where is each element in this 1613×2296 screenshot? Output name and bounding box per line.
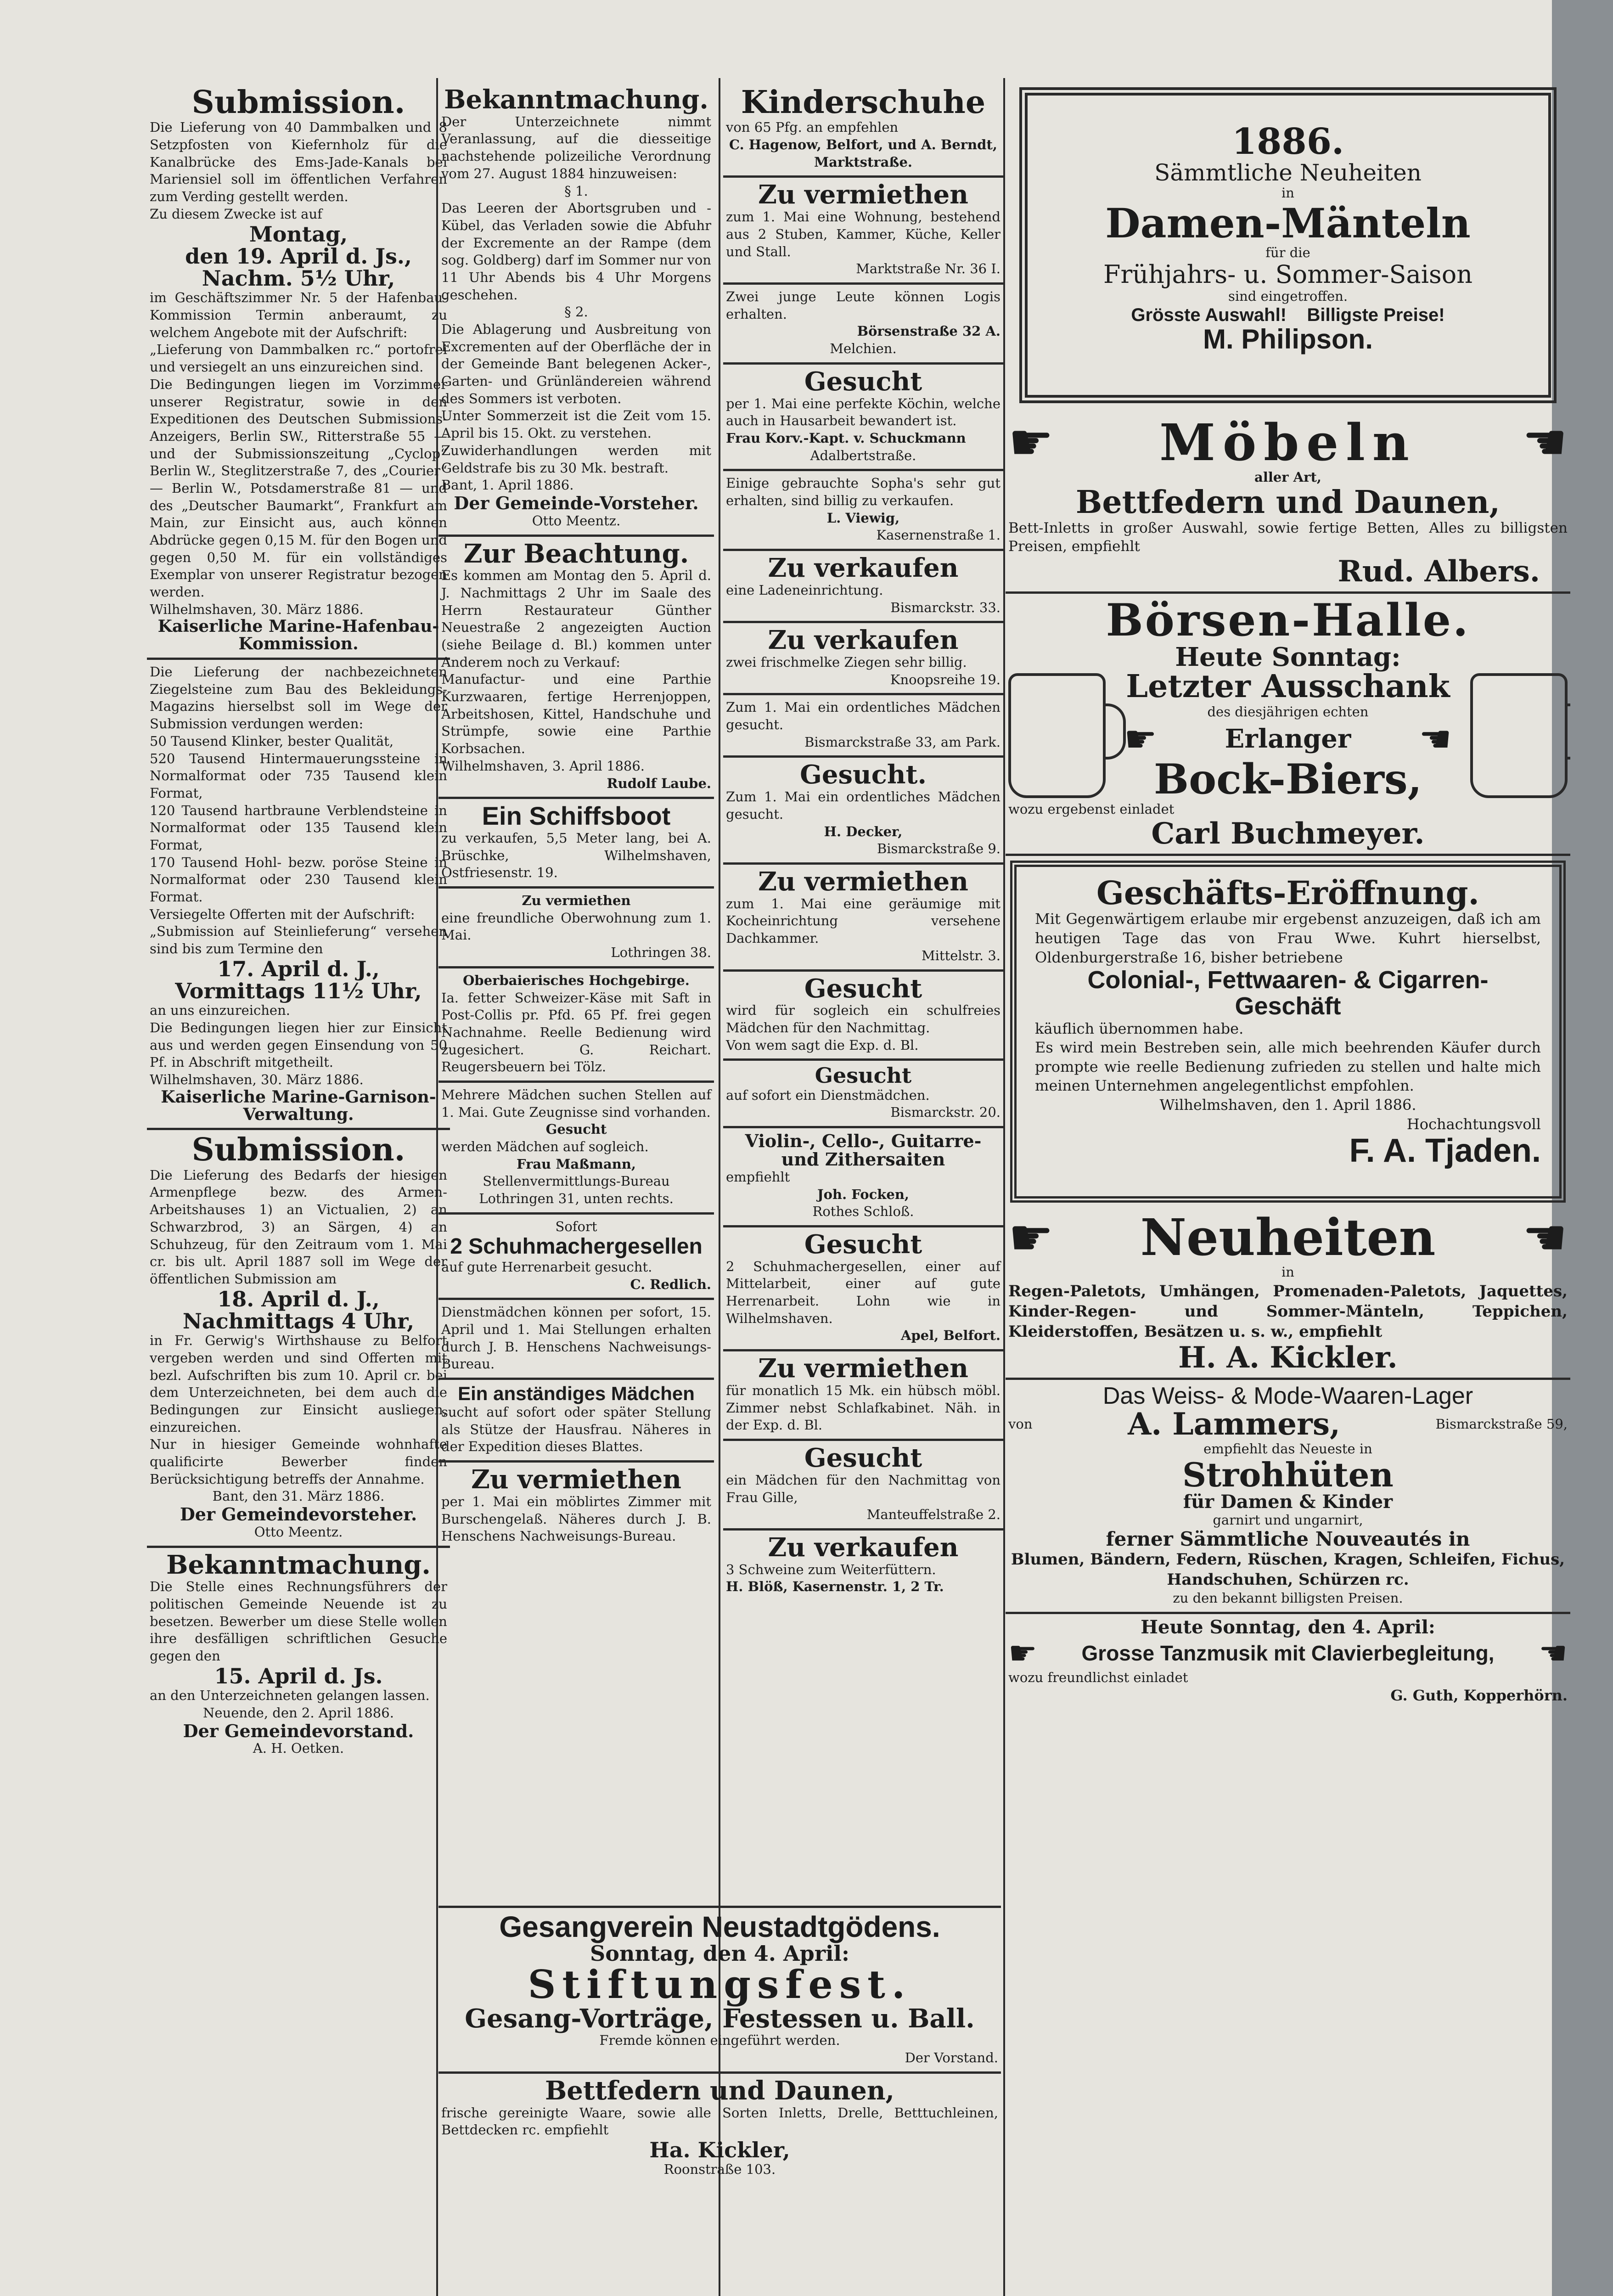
- ad-date: den 19. April d. Js.,: [185, 243, 412, 269]
- ad-address: Bismarckstraße 33, am Park.: [804, 734, 1000, 750]
- ad-text: Die Ablagerung und Ausbreitung von Excrementen auf der Oberfläche der in der Gemeinde Bant belegenen Acker-, Garten- und Grünländereien während des Sommers ist verboten. Unter Sommerzeit ist die Zeit vom 15. April bis 15. Okt. zu verstehen. Zuwiderhandlungen werden mit Geldstrafe bis zu 30 Mk. bestraft.: [441, 321, 711, 476]
- bock-bier-row: [1008, 668, 1568, 804]
- ad-text: Grösste Auswahl! Billigste Preise!: [1131, 304, 1445, 325]
- ad-date: 17. April d. J.,: [217, 956, 380, 981]
- ad-text: 3 Schweine zum Weiterfüttern.: [726, 1561, 936, 1577]
- ad-title: Zu vermiethen: [758, 1353, 968, 1384]
- ad-text: per 1. Mai ein möblirtes Zimmer mit Burschengelaß. Näheres durch J. B. Henschens Nachweisungs-Bureau.: [441, 1493, 711, 1544]
- ad-address: Bismarckstraße 9.: [877, 841, 1000, 857]
- ad-date: Vormittags 11½ Uhr,: [175, 979, 422, 1004]
- ad-title: Gesucht: [804, 1443, 922, 1474]
- ad-year: 1886.: [1231, 121, 1344, 163]
- ad-title: Zu vermiethen: [471, 1464, 681, 1495]
- ad-date: Sonntag, den 4. April:: [590, 1941, 849, 1966]
- ad-text: ein Mädchen für den Nachmittag von Frau Gille,: [726, 1472, 1000, 1505]
- ad-albers: [1006, 412, 1570, 594]
- ad-name: Ha. Kickler,: [649, 2138, 790, 2163]
- ad-title: Zu vermiethen: [758, 867, 968, 897]
- pointing-hand-right-icon: ☛: [1008, 1634, 1037, 1672]
- ad-name: H. Blöß, Kasernenstr. 1, 2 Tr.: [726, 1579, 944, 1595]
- ad-date: Heute Sonntag, den 4. April:: [1141, 1616, 1435, 1638]
- ad-kickler-neuheiten: [1006, 1207, 1570, 1380]
- ad-submission-armenpflege: [147, 1130, 450, 1548]
- ad-program: Gesang-Vorträge, Festessen u. Ball.: [465, 2003, 975, 2034]
- ad-date: Nachmittags 4 Uhr,: [182, 1308, 415, 1334]
- ad-signature: Bant, 1. April 1886.: [441, 477, 574, 493]
- ad-text: Es kommen am Montag den 5. April d. J. Nachmittags 2 Uhr im Saale des Herrn Restaurateur Günther Neuestraße 2 angezeigten Auction (siehe Beilage d. Bl.) kommen unter Anderem noch zu Verkauf: Manufactur- und eine Parthie Kurzwaaren, fertige Herrenjoppen, Arbeitshosen, Kittel, Handschuhe und Strümpfe, sowie eine Parthie Korbsachen.: [441, 568, 711, 757]
- column-2: [438, 83, 714, 1896]
- pointing-hand-right-icon: ☛: [1008, 1208, 1054, 1267]
- ad-maedchen-park: [723, 695, 1003, 758]
- ad-dachkammer: [723, 865, 1003, 972]
- ad-schulfreies-maedchen: [723, 972, 1003, 1061]
- ad-text: Frühjahrs- u. Sommer-Saison: [1103, 260, 1472, 289]
- ad-title: Ein Schiffsboot: [482, 801, 671, 831]
- ad-text: zum 1. Mai eine Wohnung, bestehend aus 2 Stuben, Kammer, Küche, Keller und Stall.: [726, 209, 1000, 259]
- ad-text: im Geschäftszimmer Nr. 5 der Hafenbau-Kommission Termin anberaumt, zu welchem Angebote mit der Aufschrift: „Lieferung von Dammbalken rc.“ portofrei und versiegelt an uns einzureichen sind. Die Bedingungen liegen im Vorzimmer unserer Registratur, sowie in den Expeditionen des Deutschen Submissions-Anzeigers, Berlin SW., Ritterstraße 55 — und der Submissionszeitung „Cyclop“ Berlin W., Steglitzerstraße 7, des „Courier“ — Berlin W., Potsdamerstraße 81 — und des „Deutscher Baumarkt“, Frankfurt am Main, zur Einsicht aus, auch können Abdrücke gegen 0,15 M. für den Bogen und gegen 0,50 M. für ein vollständiges Exemplar von unserer Registratur bezogen werden.: [150, 290, 447, 600]
- erlanger-row: [1124, 717, 1452, 760]
- column-3: [723, 83, 1003, 1896]
- ad-text: empfiehlt: [726, 1169, 790, 1185]
- ad-ziegen: [723, 623, 1003, 695]
- ad-signature: Der Vorstand.: [905, 2050, 998, 2066]
- ad-title: Submission.: [191, 84, 405, 121]
- ad-title: Bekanntmachung.: [166, 1549, 431, 1580]
- ad-address: Manteuffelstraße 2.: [866, 1507, 1000, 1523]
- ad-maedchen-stellen: [438, 1083, 714, 1215]
- ad-signature: Neuende, den 2. April 1886.: [203, 1705, 394, 1721]
- ad-text: sucht auf sofort oder später Stellung als Stütze der Hausfrau. Näheres in der Expedition dieses Blattes.: [441, 1404, 711, 1455]
- ad-schweine: [723, 1531, 1003, 1600]
- ad-name: Otto Meentz.: [532, 512, 621, 529]
- ad-name: Carl Buchmeyer.: [1151, 816, 1425, 851]
- ad-signature: Bant, den 31. März 1886.: [212, 1488, 385, 1504]
- goat-mug-illustration: [1470, 673, 1568, 798]
- ad-name: C. Redlich.: [630, 1276, 711, 1292]
- ad-text: Die Stelle eines Rechnungsführers der politischen Gemeinde Neuende ist zu besetzen. Bewerber um diese Stelle wollen ihre desfälligen schriftlichen Gesuche gegen den: [150, 1579, 447, 1664]
- ad-title: Gesucht: [815, 1063, 912, 1088]
- ad-text: Hochachtungsvoll: [1406, 1115, 1541, 1133]
- pointing-hand-left-icon: ☚: [1539, 1634, 1568, 1672]
- ad-event: Stiftungsfest.: [528, 1962, 912, 2008]
- ad-text: Einige gebrauchte Sopha's sehr gut erhalten, sind billig zu verkaufen.: [726, 475, 1000, 508]
- ad-name: G. Guth, Kopperhörn.: [1390, 1687, 1568, 1705]
- ad-text: Erlanger: [1225, 724, 1351, 754]
- ad-text: Mit Gegenwärtigem erlaube mir ergebenst anzuzeigen, daß ich am heutigen Tage das von Frau Wwe. Kuhrt hierselbst, Oldenburgerstraße 16, bisher betriebene: [1035, 910, 1541, 966]
- ad-signature: Wilhelmshaven, 30. März 1886.: [150, 601, 364, 617]
- ad-sender: Kaiserliche Marine-Garnison-Verwaltung.: [161, 1087, 436, 1124]
- ad-text: zu den bekannt billigsten Preisen.: [1173, 1590, 1403, 1606]
- ad-subtitle: Heute Sonntag:: [1175, 642, 1401, 672]
- ad-submission-dammbalken: [147, 83, 450, 660]
- ad-bekanntmachung-bant: [438, 83, 714, 537]
- ad-text: Das Leeren der Abortsgruben und -Kübel, das Verladen sowie die Abfuhr der Excremente an der Rampe (dem sog. Goldberg) darf im Sommer nur von 11 Uhr Abends bis 4 Uhr Morgens geschehen.: [441, 200, 711, 303]
- ad-title: Geschäfts-Eröffnung.: [1096, 873, 1479, 912]
- ad-schiffsboot: [438, 799, 714, 889]
- ad-anstaendiges-maedchen: [438, 1380, 714, 1463]
- ad-address: Stellenvermittlungs-Bureau Lothringen 31, unten rechts.: [479, 1173, 674, 1207]
- pointing-hand-left-icon: ☚: [1419, 717, 1452, 760]
- ad-title: Violin-, Cello-, Guitarre- und Zithersaiten: [745, 1131, 982, 1170]
- ad-text: Die Lieferung des Bedarfs der hiesigen Armenpflege bezw. des Armen-Arbeitshauses 1) an Victualien, 2) an Schwarzbrod, 3) an Särgen, 4) an Schuhzeug, für den Zeitraum vom 1. Mai cr. bis ult. April 1887 soll im Wege der öffentlichen Submission am: [150, 1167, 447, 1287]
- ad-title: Bekanntmachung.: [444, 84, 708, 115]
- ad-signature: Wilhelmshaven, 30. März 1886.: [150, 1072, 364, 1088]
- ad-name: H. Decker,: [824, 823, 903, 839]
- ad-text: eine freundliche Oberwohnung zum 1. Mai.: [441, 910, 711, 943]
- pointing-hand-right-icon: ☛: [1008, 413, 1054, 472]
- ad-name: A. Lammers,: [1128, 1406, 1340, 1442]
- ad-text: Bett-Inletts in großer Auswahl, sowie fertige Betten, Alles zu billigsten Preisen, empfiehlt: [1008, 520, 1568, 555]
- ad-title: Oberbaierisches Hochgebirge.: [463, 972, 690, 988]
- ad-name: Joh. Focken,: [817, 1186, 910, 1202]
- ad-paragraph-mark: § 1.: [564, 183, 588, 199]
- ad-signature: Wilhelmshaven, den 1. April 1886.: [1159, 1096, 1416, 1114]
- pointing-hand-left-icon: ☚: [1522, 413, 1568, 472]
- ad-philipson-frame: [1019, 87, 1557, 403]
- ad-text: per 1. Mai eine perfekte Köchin, welche auch in Hausarbeit bewandert ist.: [726, 395, 1000, 429]
- ad-title: Grosse Tanzmusik mit Clavierbegleitung,: [1081, 1641, 1495, 1665]
- ad-title: Gesucht: [545, 1121, 607, 1137]
- ad-text: zum 1. Mai eine geräumige mit Kocheinrichtung versehene Dachkammer.: [726, 895, 1000, 946]
- ad-text: garnirt und ungarnirt,: [1213, 1512, 1363, 1528]
- ad-text: Letzter Ausschank: [1126, 668, 1450, 705]
- ad-text: Dienstmädchen können per sofort, 15. April und 1. Mai Stellungen erhalten durch J. B. Henschens Nachweisungs-Bureau.: [441, 1304, 711, 1372]
- ad-tjaden-frame: [1010, 861, 1566, 1203]
- column-rule: [1003, 78, 1005, 2296]
- goat-mug-illustration: [1008, 673, 1106, 798]
- ad-title: Zu vermiethen: [758, 180, 968, 210]
- ad-text: Sämmtliche Neuheiten: [1154, 159, 1422, 186]
- ad-text: empfiehlt das Neueste in: [1203, 1441, 1372, 1457]
- ad-title: Zu verkaufen: [768, 625, 959, 656]
- ad-address: Bismarckstr. 33.: [890, 599, 1000, 615]
- pointing-hand-left-icon: ☚: [1522, 1208, 1568, 1267]
- ad-title: Kinderschuhe: [741, 84, 986, 121]
- ad-text: 2 Schuhmachergesellen, einer auf Mittelarbeit, einer auf gute Herrenarbeit. Lohn wie in Wilhelmshaven.: [726, 1258, 1000, 1326]
- ad-title: Bettfedern und Daunen,: [545, 2075, 895, 2106]
- ad-title: Gesucht: [804, 366, 922, 397]
- ad-text: Bock-Biers,: [1154, 754, 1422, 804]
- ad-subtitle: Colonial-, Fettwaaren- & Cigarren-: [1087, 966, 1489, 994]
- ad-kinderschuhe: [723, 83, 1003, 178]
- ad-address: Bismarckstr. 20.: [890, 1104, 1000, 1120]
- ad-text: Sofort: [555, 1218, 597, 1234]
- ad-koechin: [723, 365, 1003, 472]
- wide-ads: [438, 1906, 1001, 2296]
- ad-decker: [723, 758, 1003, 865]
- ad-text: Zum 1. Mai ein ordentliches Mädchen gesucht.: [726, 789, 1000, 822]
- ad-text: Regen-Paletots, Umhängen, Promenaden-Paletots, Jaquettes, Kinder-Regen- und Sommer-Mänteln, Teppichen, Kleiderstoffen, Besätzen u. s. w., empfiehlt: [1008, 1282, 1568, 1341]
- ad-dienstmaedchen-gesucht: [723, 1061, 1003, 1128]
- ad-ladeneinrichtung: [723, 551, 1003, 623]
- ad-dienstmaedchen: [438, 1300, 714, 1380]
- ad-address: Adalbertstraße.: [810, 447, 916, 463]
- ad-name-row: [1008, 1408, 1568, 1440]
- ad-text: Blumen, Bändern, Federn, Rüschen, Kragen, Schleifen, Fichus, Handschuhen, Schürzen rc.: [1011, 1550, 1565, 1589]
- ad-schuhmachergesellen: [438, 1215, 714, 1300]
- ad-text: an den Unterzeichneten gelangen lassen.: [150, 1688, 430, 1704]
- ad-address: Marktstraße Nr. 36 I.: [856, 261, 1000, 277]
- ad-name: L. Viewig,: [826, 510, 900, 526]
- ad-name: A. H. Oetken.: [253, 1740, 344, 1756]
- ad-text: an uns einzureichen. Die Bedingungen liegen hier zur Einsicht aus und werden gegen Einsendung von 50 Pf. in Abschrift mitgetheilt.: [150, 1002, 447, 1070]
- ad-title: Gesucht.: [800, 760, 927, 790]
- ad-date: 18. April d. J.,: [217, 1286, 380, 1311]
- ad-name: H. A. Kickler.: [1178, 1340, 1398, 1375]
- ad-paragraph-mark: § 2.: [564, 304, 588, 320]
- ad-title: Zu verkaufen: [768, 1532, 959, 1563]
- ad-address: Knoopsreihe 19.: [890, 671, 1000, 687]
- ad-text: käuflich übernommen habe. Es wird mein Bestreben sein, alle mich beehrenden Käufer durch prompte wie reelle Bedienung zufrieden zu stellen und halte mich meinen Unternehmen angelegentlichst empfohlen.: [1035, 1019, 1541, 1095]
- ad-address: Mittelstr. 3.: [921, 947, 1000, 963]
- ad-text: in Fr. Gerwig's Wirthshause zu Belfort vergeben werden und sind Offerten mit bezl. Aufschriften bis zum 10. April cr. bei dem Unterzeichneten, bei dem auch die Bedingungen zur Einsicht ausliegen, einzureichen. Nur in hiesiger Gemeinde wohnhafte qualificirte Bewerber finden Berücksichtigung betreffs der Annahme.: [150, 1333, 447, 1487]
- ad-text: wozu ergebenst einladet: [1008, 801, 1175, 817]
- pointing-hand-right-icon: ☛: [1124, 717, 1157, 760]
- ad-text: zwei frischmelke Ziegen sehr billig.: [726, 654, 967, 670]
- ad-text: für Damen & Kinder: [1183, 1491, 1393, 1513]
- ad-sophas: [723, 471, 1003, 551]
- ad-text: von: [1008, 1416, 1033, 1432]
- ad-text: werden Mädchen auf sogleich.: [441, 1139, 649, 1155]
- ad-text: in: [1281, 185, 1294, 201]
- ad-title: Das Weiss- & Mode-Waaren-Lager: [1102, 1382, 1473, 1409]
- ad-text: wird für sogleich ein schulfreies Mädchen für den Nachmittag. Von wem sagt die Exp. d. Bl.: [726, 1002, 1000, 1053]
- ad-title: Zu vermiethen: [522, 893, 631, 909]
- ad-name: Rud. Albers.: [1338, 554, 1540, 589]
- ad-title: Zur Beachtung.: [463, 538, 689, 569]
- ad-ziegelsteine: [147, 660, 450, 1130]
- ad-text: des diesjährigen echten: [1207, 703, 1369, 720]
- ad-address: Lothringen 38.: [611, 945, 711, 961]
- ad-name: M. Philipson.: [1203, 323, 1373, 355]
- ad-date: Nachm. 5½ Uhr,: [202, 266, 395, 291]
- ad-oberwohnung: [438, 889, 714, 968]
- ad-name: Rudolf Laube.: [607, 775, 711, 791]
- column-1: [147, 83, 450, 2296]
- ad-address: Kasernenstraße 1.: [876, 527, 1000, 543]
- ad-title: Damen-Mänteln: [1105, 199, 1471, 248]
- ad-text: Mehrere Mädchen suchen Stellen auf 1. Mai. Gute Zeugnisse sind vorhanden.: [441, 1086, 711, 1120]
- ad-signature: Wilhelmshaven, 3. April 1886.: [441, 758, 645, 774]
- ad-zur-beachtung: [438, 537, 714, 799]
- ad-name: Frau Maßmann,: [517, 1156, 636, 1172]
- ad-address: Rothes Schloß.: [812, 1204, 914, 1220]
- ad-guth: [1006, 1614, 1570, 1710]
- ad-sender: Der Gemeindevorsteher.: [180, 1504, 417, 1525]
- ad-name: C. Hagenow, Belfort, und A. Berndt, Marktstraße.: [729, 137, 997, 170]
- ad-title: Gesangverein Neustadtgödens.: [499, 1910, 940, 1943]
- ad-title-row: [1008, 412, 1568, 472]
- ad-subtitle: Bettfedern und Daunen,: [1075, 484, 1501, 521]
- ad-text: zu verkaufen, 5,5 Meter lang, bei A. Brüschke, Wilhelmshaven, Ostfriesenstr. 19.: [441, 830, 711, 881]
- ad-zimmer-schlafkabinet: [723, 1351, 1003, 1441]
- ad-text: ferner Sämmtliche Nouveautés in: [1106, 1527, 1470, 1550]
- ad-sender: Der Gemeindevorstand.: [183, 1720, 414, 1741]
- ad-date: 15. April d. Js.: [214, 1663, 383, 1688]
- ad-subtitle: Geschäft: [1235, 992, 1341, 1020]
- ad-sender: Kaiserliche Marine-Hafenbau-Kommission.: [157, 617, 439, 654]
- ad-name: Apel, Belfort.: [900, 1328, 1000, 1344]
- ad-schweizer-kaese: [438, 968, 714, 1083]
- ad-bettfedern-kickler: [438, 2074, 1001, 2183]
- ad-text: Der Unterzeichnete nimmt Veranlassung, auf die diesseitige nachstehende polizeiliche Verordnung vom 27. August 1884 hinzuweisen:: [441, 113, 711, 181]
- ad-name: F. A. Tjaden.: [1349, 1132, 1541, 1170]
- ad-title: Gesucht: [804, 1229, 922, 1260]
- column-4: [1006, 83, 1570, 2296]
- ad-text: Fremde können eingeführt werden.: [599, 2032, 840, 2048]
- ad-text: eine Ladeneinrichtung.: [726, 582, 883, 598]
- ad-schuhmacher-apel: [723, 1227, 1003, 1351]
- ad-text: Zum 1. Mai ein ordentliches Mädchen gesucht.: [726, 699, 1000, 733]
- ad-text: Ia. fetter Schweizer-Käse mit Saft in Post-Collis pr. Pfd. 65 Pf. frei gegen Nachnahme. Reelle Bedienung wird zugesichert. G. Reichart. Reugersbeuern bei Tölz.: [441, 990, 711, 1075]
- ad-wohnung: [723, 178, 1003, 285]
- ad-text: sind eingetroffen.: [1228, 288, 1348, 304]
- ad-title: Börsen-Halle.: [1106, 594, 1470, 646]
- ad-address: Roonstraße 103.: [663, 2161, 776, 2178]
- ad-text: von 65 Pfg. an empfehlen: [726, 119, 899, 135]
- ad-address: Börsenstraße 32 A.: [857, 323, 1000, 339]
- ad-text: frische gereinigte Waare, sowie alle Sorten Inletts, Drelle, Betttuchleinen, Bettdecken rc. empfiehlt: [441, 2105, 998, 2138]
- ad-moebl-zimmer: [438, 1463, 714, 1550]
- ad-logis: [723, 285, 1003, 365]
- ad-bekanntmachung-neuende: [147, 1548, 450, 1762]
- ad-text: aller Art,: [1254, 469, 1321, 485]
- ad-title-row: [1008, 1207, 1568, 1267]
- ad-text: auf gute Herrenarbeit gesucht.: [441, 1259, 652, 1275]
- ad-lammers: [1006, 1380, 1570, 1614]
- ad-title-row: [1008, 1634, 1568, 1672]
- ad-gille: [723, 1441, 1003, 1531]
- ad-text: für die: [1265, 245, 1310, 261]
- ad-name: Frau Korv.-Kapt. v. Schuckmann: [726, 430, 966, 446]
- ad-title: Möbeln: [1159, 412, 1416, 472]
- ad-text: Die Lieferung der nachbezeichneten Ziegelsteine zum Bau des Bekleidungs-Magazins hierselbst soll im Wege der Submission verdungen werden: 50 Tausend Klinker, bester Qualität, 520 Tausend Hintermauerungssteine in Normalformat oder 735 Tausend klein Format, 120 Tausend hartbraune Verblendsteine in Normalformat oder 135 Tausend klein Format, 170 Tausend Hohl- bezw. poröse Steine in Normalformat oder 230 Tausend klein Format. Versiegelte Offerten mit der Aufschrift: „Submission auf Steinlieferung“ versehen sind bis zum Termine den: [150, 664, 447, 957]
- ad-address: Bismarckstraße 59,: [1435, 1416, 1568, 1432]
- ad-subtitle: Strohhüten: [1182, 1455, 1394, 1495]
- ad-sender: Der Gemeinde-Vorsteher.: [454, 492, 699, 513]
- ad-text: in: [1281, 1264, 1294, 1280]
- ad-title: Ein anständiges Mädchen: [458, 1382, 695, 1404]
- ad-saiten: [723, 1128, 1003, 1227]
- ad-name: Melchien.: [830, 341, 897, 357]
- ad-text: auf sofort ein Dienstmädchen.: [726, 1087, 930, 1103]
- ad-date: Montag,: [249, 221, 348, 247]
- ad-title: Zu verkaufen: [768, 553, 959, 584]
- ad-title: Submission.: [191, 1131, 405, 1169]
- ad-text: wozu freundlichst einladet: [1008, 1669, 1188, 1685]
- ad-title: 2 Schuhmachergesellen: [450, 1234, 703, 1259]
- ad-boersen-halle: [1006, 594, 1570, 856]
- ad-name: Otto Meentz.: [254, 1524, 343, 1540]
- ad-text: für monatlich 15 Mk. ein hübsch möbl. Zimmer nebst Schlafkabinet. Näh. in der Exp. d. Bl.: [726, 1382, 1000, 1433]
- ad-text: Die Lieferung von 40 Dammbalken und 8 Setzpfosten von Kiefernholz für die Kanalbrücke des Ems-Jade-Kanals bei Mariensiel soll im öffentlichen Verfahren zum Verding gestellt werden. Zu diesem Zwecke ist auf: [150, 119, 447, 222]
- ad-title: Gesucht: [804, 973, 922, 1004]
- ad-gesangverein: [438, 1908, 1001, 2074]
- ad-text: Zwei junge Leute können Logis erhalten.: [726, 289, 1000, 322]
- ad-title: Neuheiten: [1140, 1207, 1436, 1267]
